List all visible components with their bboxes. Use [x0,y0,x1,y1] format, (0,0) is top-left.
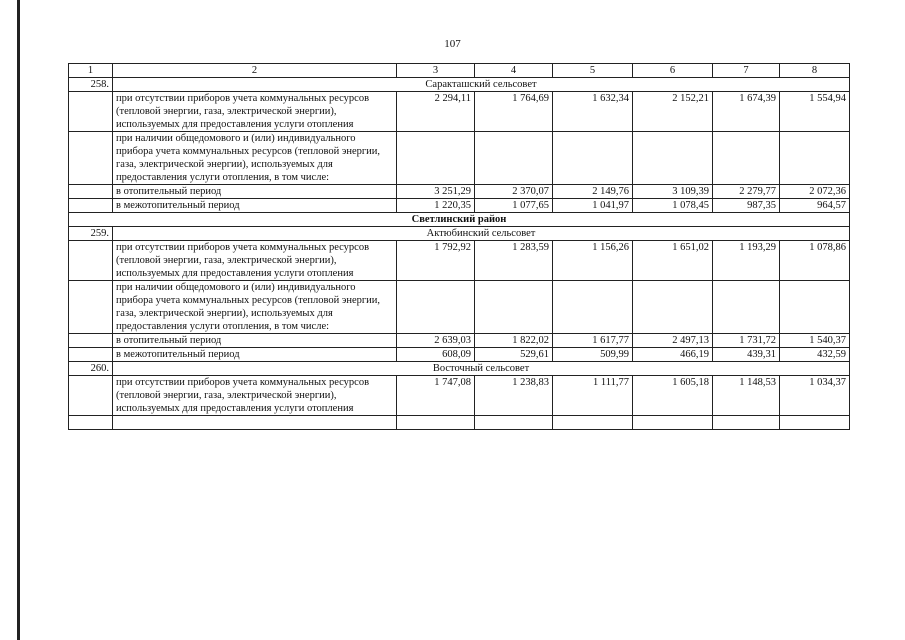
value-cell: 1 034,37 [780,376,850,416]
row-description: при отсутствии приборов учета коммунальных ресурсов (тепловой энергии, газа, электрической энергии), используемых для предоставления услуги отопления [113,241,397,281]
header-cell: 3 [397,64,475,78]
row-description: в межотопительный период [113,199,397,213]
value-cell: 1 156,26 [553,241,633,281]
header-cell: 1 [69,64,113,78]
value-cell: 1 283,59 [475,241,553,281]
value-cell: 1 554,94 [780,92,850,132]
district-name: Светлинский район [69,213,850,227]
value-cell: 1 822,02 [475,334,553,348]
value-cell: 1 111,77 [553,376,633,416]
header-cell: 2 [113,64,397,78]
value-cell: 1 041,97 [553,199,633,213]
value-cell: 432,59 [780,348,850,362]
row-description: в отопительный период [113,334,397,348]
page-number: 107 [444,38,461,50]
header-cell: 7 [713,64,780,78]
value-cell: 2 279,77 [713,185,780,199]
row-description: при наличии общедомового и (или) индивидуального прибора учета коммунальных ресурсов (тепловой энергии, газа, электрической энергии), используемых для предоставления услуги отопления, в том числе: [113,132,397,185]
value-cell: 1 078,86 [780,241,850,281]
table-row [69,376,850,416]
section-title-row [69,362,850,376]
header-cell: 5 [553,64,633,78]
value-cell: 2 152,21 [633,92,713,132]
value-cell: 1 220,35 [397,199,475,213]
value-cell: 2 639,03 [397,334,475,348]
table-row [69,334,850,348]
value-cell: 509,99 [553,348,633,362]
row-number: 258. [69,78,113,92]
value-cell: 2 370,07 [475,185,553,199]
tariff-table [68,63,850,430]
value-cell: 1 148,53 [713,376,780,416]
value-cell: 3 251,29 [397,185,475,199]
value-cell: 1 078,45 [633,199,713,213]
value-cell: 2 149,76 [553,185,633,199]
header-row [69,64,850,78]
table-row [69,348,850,362]
value-cell: 2 072,36 [780,185,850,199]
page-edge-bar [17,0,20,640]
value-cell: 1 731,72 [713,334,780,348]
value-cell: 1 605,18 [633,376,713,416]
value-cell: 964,57 [780,199,850,213]
row-number: 260. [69,362,113,376]
row-number: 259. [69,227,113,241]
value-cell: 1 540,37 [780,334,850,348]
table-row [69,281,850,334]
row-description: при отсутствии приборов учета коммунальных ресурсов (тепловой энергии, газа, электрической энергии), используемых для предоставления услуги отопления [113,376,397,416]
settlement-name: Восточный сельсовет [113,362,850,376]
row-description: в отопительный период [113,185,397,199]
value-cell: 1 632,34 [553,92,633,132]
value-cell: 1 193,29 [713,241,780,281]
value-cell: 529,61 [475,348,553,362]
value-cell: 1 674,39 [713,92,780,132]
value-cell: 608,09 [397,348,475,362]
settlement-name: Саракташский сельсовет [113,78,850,92]
table-row [69,185,850,199]
value-cell: 1 747,08 [397,376,475,416]
value-cell: 1 764,69 [475,92,553,132]
value-cell: 1 651,02 [633,241,713,281]
row-description: при отсутствии приборов учета коммунальных ресурсов (тепловой энергии, газа, электрической энергии), используемых для предоставления услуги отопления [113,92,397,132]
table-row [69,241,850,281]
header-cell: 8 [780,64,850,78]
settlement-name: Актюбинский сельсовет [113,227,850,241]
header-cell: 6 [633,64,713,78]
district-row [69,213,850,227]
value-cell: 3 109,39 [633,185,713,199]
value-cell: 2 294,11 [397,92,475,132]
value-cell: 466,19 [633,348,713,362]
row-description: при наличии общедомового и (или) индивидуального прибора учета коммунальных ресурсов (тепловой энергии, газа, электрической энергии), используемых для предоставления услуги отопления, в том числе: [113,281,397,334]
value-cell: 1 792,92 [397,241,475,281]
section-title-row [69,78,850,92]
value-cell: 987,35 [713,199,780,213]
value-cell: 1 617,77 [553,334,633,348]
value-cell: 1 238,83 [475,376,553,416]
table-row [69,132,850,185]
row-description: в межотопительный период [113,348,397,362]
value-cell: 2 497,13 [633,334,713,348]
table-row [69,199,850,213]
table-row-blank [69,416,850,430]
table-row [69,92,850,132]
header-cell: 4 [475,64,553,78]
section-title-row [69,227,850,241]
value-cell: 439,31 [713,348,780,362]
value-cell: 1 077,65 [475,199,553,213]
